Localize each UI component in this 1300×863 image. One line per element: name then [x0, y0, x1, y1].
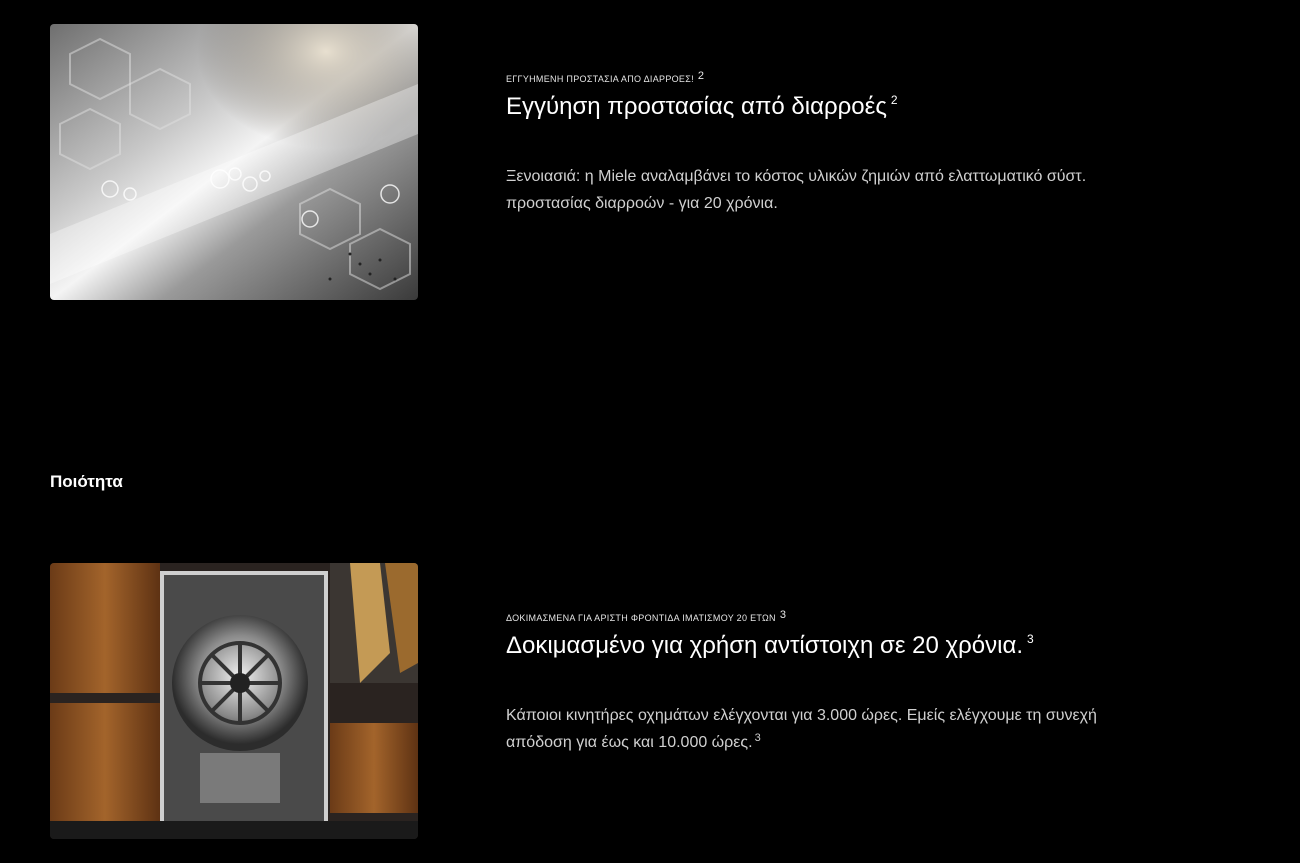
- section-title-quality: Ποιότητα: [50, 472, 123, 491]
- feature-description: Κάποιοι κινητήρες οχημάτων ελέγχονται για 3.000 ώρες. Εμείς ελέγχουμε τη συνεχή απόδοση για έως και 10.000 ώρες. $^3$: [506, 707, 1097, 751]
- feature-headline: Εγγύηση προστασίας από διαρροές $^2$: [506, 93, 898, 120]
- feature-headline: Δοκιμασμένο για χρήση αντίστοιχη σε 20 χρόνια. $^3$: [506, 632, 1034, 659]
- feature-description: Ξενοιασιά: η Miele αναλαμβάνει το κόστος υλικών ζημιών από ελαττωματικό σύστ. προστασίας διαρροών - για 20 χρόνια.: [506, 168, 1087, 212]
- feature-text: [506, 611, 1226, 758]
- feature-text: [506, 72, 1226, 217]
- feature-eyebrow: ΕΓΓΥΗΜΕΝΗ ΠΡΟΣΤΑΣΙΑ ΑΠΟ ΔΙΑΡΡΟΕΣ! 2: [506, 70, 705, 84]
- drum-close-up-image: [50, 24, 418, 300]
- feature-eyebrow: ΔΟΚΙΜΑΣΜΕΝΑ ΓΙΑ ΑΡΙΣΤΗ ΦΡΟΝΤΙΔΑ ΙΜΑΤΙΣΜΟΥ 20 ΕΤΩΝ 3: [506, 609, 787, 623]
- washing-machine-cutaway-image: [50, 563, 418, 839]
